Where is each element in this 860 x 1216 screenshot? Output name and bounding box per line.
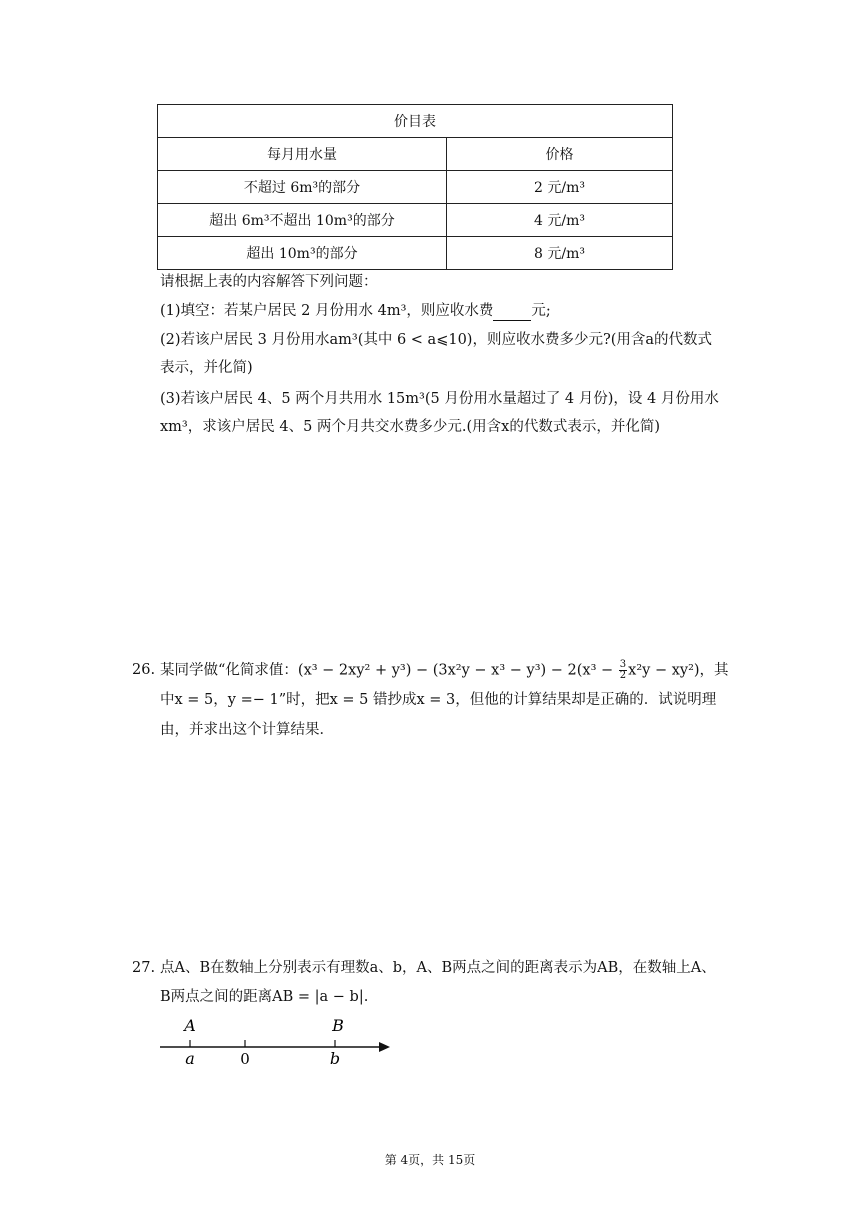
- fraction: [619, 660, 627, 681]
- table-cell: 2 元/m³: [447, 171, 673, 204]
- table-title: 价目表: [158, 105, 673, 138]
- price-table: [157, 104, 673, 270]
- table-header-usage: 每月用水量: [158, 138, 447, 171]
- table-cell: 8 元/m³: [447, 237, 673, 270]
- table-header-price: 价格: [447, 138, 673, 171]
- q25-intro: 请根据上表的内容解答下列问题：: [160, 274, 378, 290]
- q26-line1: [160, 660, 729, 681]
- q26-line1-a: 某同学做“化简求值：(x³ − 2xy² + y³) − (3x²y − x³ − y³) − 2(x³ −: [160, 662, 614, 679]
- q26-line1-b: x²y − xy²)，其: [628, 662, 729, 679]
- q26-number: 26.: [132, 662, 156, 678]
- number-line-figure: [150, 1010, 400, 1070]
- q26-line2: 中x = 5，y =− 1”时，把x = 5 错抄成x = 3，但他的计算结果却是正确的．试说明理: [160, 692, 717, 708]
- q27-line2: B两点之间的距离AB = |a − b|.: [160, 989, 369, 1005]
- table-cell: 超出 6m³不超出 10m³的部分: [158, 204, 447, 237]
- tick-label-zero: 0: [240, 1050, 250, 1068]
- table-cell: 4 元/m³: [447, 204, 673, 237]
- tick-label-b: b: [329, 1049, 341, 1068]
- table-cell: 超出 10m³的部分: [158, 237, 447, 270]
- q25-part3-line2: xm³，求该户居民 4、5 两个月共交水费多少元.(用含x的代数式表示，并化简): [160, 419, 661, 435]
- answer-blank: [493, 306, 531, 321]
- q25-part1-tail: 元;: [531, 303, 551, 319]
- q25-part1: [160, 301, 551, 321]
- q25-part2-line1: (2)若该户居民 3 月份用水am³(其中 6 < a⩽10)，则应收水费多少元?(用含a的代数式: [160, 332, 713, 348]
- q25-part1-text: (1)填空：若某户居民 2 月份用水 4m³，则应收水费: [160, 303, 494, 319]
- point-label-A: A: [184, 1016, 196, 1035]
- tick-label-a: a: [185, 1049, 195, 1068]
- table-cell: 不超过 6m³的部分: [158, 171, 447, 204]
- arrow-head-icon: [379, 1042, 390, 1052]
- fraction-numerator: 3: [619, 659, 627, 670]
- page-footer: 第 4页，共 15页: [384, 1153, 476, 1167]
- q25-part2-line2: 表示，并化简): [160, 360, 253, 376]
- q26-line3: 由，并求出这个计算结果．: [160, 722, 334, 738]
- q27-line1: 点A、B在数轴上分别表示有理数a、b，A、B两点之间的距离表示为AB，在数轴上A、: [160, 960, 716, 976]
- point-label-B: B: [332, 1016, 344, 1035]
- fraction-denominator: 2: [619, 670, 627, 681]
- q27-number: 27.: [132, 960, 156, 976]
- q25-part3-line1: (3)若该户居民 4、5 两个月共用水 15m³(5 月份用水量超过了 4 月份)，设 4 月份用水: [160, 391, 719, 407]
